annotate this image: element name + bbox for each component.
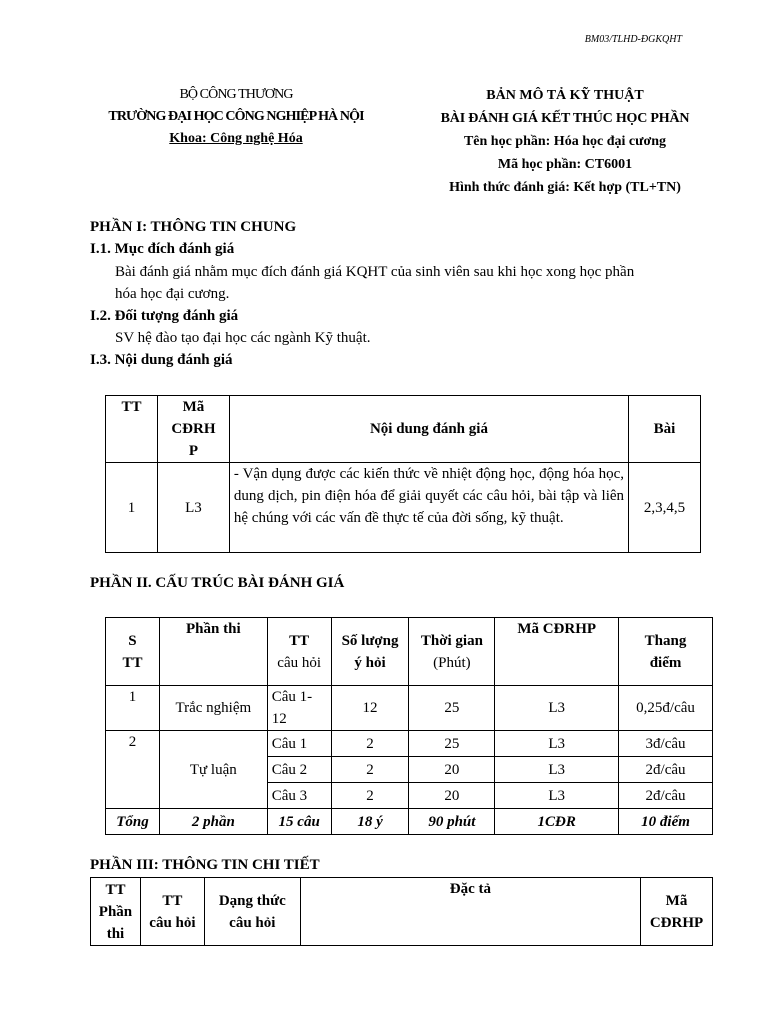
col-time-line2: (Phút) (433, 654, 471, 671)
detail-table (90, 877, 713, 946)
cell-question: Câu 1-12 (267, 686, 331, 731)
col-count-line2: ý hỏi (354, 654, 386, 671)
col-stt-line1: S (128, 632, 137, 649)
table-header-row (106, 618, 713, 686)
col-bai: Bài (629, 396, 701, 463)
col-scale-line1: Thang (644, 632, 687, 649)
col-stt (106, 618, 160, 686)
col-count (331, 618, 409, 686)
part2-title: PHẦN II. CẤU TRÚC BÀI ĐÁNH GIÁ (90, 575, 345, 591)
table-header-row (91, 878, 713, 946)
col-code-line1: Mã (182, 399, 205, 415)
table-row (106, 686, 713, 731)
col-part-line3: thi (106, 925, 125, 942)
col-form-line1: Dạng thức (218, 892, 286, 909)
part3-title: PHẦN III: THÔNG TIN CHI TIẾT (90, 857, 320, 873)
col-count-line1: Số lượng (341, 632, 399, 649)
cell-part: Trắc nghiệm (159, 686, 267, 731)
cell-total-code: 1CĐR (495, 809, 619, 835)
cell-code: L3 (495, 731, 619, 757)
col-form (204, 878, 300, 946)
cell-time: 20 (409, 783, 495, 809)
col-part (91, 878, 141, 946)
col-desc: Đặc tả (300, 878, 640, 946)
col-code-line3: P (188, 443, 198, 459)
col-time (409, 618, 495, 686)
cell-count: 2 (331, 783, 409, 809)
col-question-line1: TT (289, 632, 310, 649)
cell-stt: 1 (106, 686, 160, 731)
form-code: BM03/TLHD-ĐGKQHT (584, 34, 682, 45)
col-scale-line2: điểm (649, 654, 682, 671)
s1-title: I.1. Mục đích đánh giá (90, 241, 235, 257)
cell-total-part: 2 phần (159, 809, 267, 835)
col-time-line1: Thời gian (420, 632, 483, 649)
header-right (400, 84, 730, 199)
table-row (106, 731, 713, 757)
cell-total-count: 18 ý (331, 809, 409, 835)
col-form-line2: câu hỏi (229, 914, 276, 931)
course-code: Mã học phần: CT6001 (497, 157, 633, 172)
table-header-row (106, 396, 701, 463)
cell-scale: 0,25đ/câu (619, 686, 713, 731)
cell-code: L3 (495, 783, 619, 809)
col-question-line1: TT (162, 892, 183, 909)
university-name: TRƯỜNG ĐẠI HỌC CÔNG NGHIỆP HÀ NỘI (108, 109, 364, 124)
doc-subtitle: BÀI ĐÁNH GIÁ KẾT THÚC HỌC PHẦN (440, 111, 690, 126)
col-code (157, 396, 229, 463)
col-content: Nội dung đánh giá (229, 396, 628, 463)
cell-question: Câu 1 (267, 731, 331, 757)
col-code-line1: Mã (665, 892, 688, 909)
cell-content: - Vận dụng được các kiến thức về nhiệt động học, động hóa học, dung dịch, pin điện hóa để giải quyết các câu hỏi, bài tập và liên hệ chúng với các vấn đề thực tế của đời sống, kỹ thuật. (229, 463, 628, 553)
cell-code: L3 (157, 463, 229, 553)
structure-table (105, 617, 713, 835)
col-code: Mã CĐRHP (495, 618, 619, 686)
col-question (140, 878, 204, 946)
faculty-name: Khoa: Công nghệ Hóa (169, 131, 303, 146)
cell-total-label: Tổng (106, 809, 160, 835)
cell-count: 2 (331, 731, 409, 757)
col-code-line2: CĐRHP (649, 914, 704, 931)
cell-time: 20 (409, 757, 495, 783)
cell-question: Câu 3 (267, 783, 331, 809)
col-code-line2: CĐRH (171, 421, 216, 437)
cell-code: L3 (495, 686, 619, 731)
table-row (106, 463, 701, 553)
cell-scale: 2đ/câu (619, 757, 713, 783)
col-tt: TT (106, 396, 158, 463)
s2-title: I.2. Đối tượng đánh giá (90, 308, 239, 324)
col-part-line2: Phần (98, 903, 133, 920)
cell-bai: 2,3,4,5 (629, 463, 701, 553)
col-question-line2: câu hỏi (277, 654, 322, 671)
cell-total-scale: 10 điểm (619, 809, 713, 835)
content-table (105, 395, 701, 553)
ministry-name: BỘ CÔNG THƯƠNG (179, 87, 293, 102)
col-stt-line2: TT (122, 654, 143, 671)
col-question-line2: câu hỏi (149, 914, 196, 931)
doc-title: BẢN MÔ TẢ KỸ THUẬT (486, 88, 644, 103)
col-code (640, 878, 712, 946)
cell-total-question: 15 câu (267, 809, 331, 835)
cell-scale: 3đ/câu (619, 731, 713, 757)
cell-part: Tự luận (159, 731, 267, 809)
cell-scale: 2đ/câu (619, 783, 713, 809)
s3-title: I.3. Nội dung đánh giá (90, 352, 233, 368)
cell-time: 25 (409, 686, 495, 731)
s1-text-line2: hóa học đại cương. (115, 286, 230, 302)
cell-count: 12 (331, 686, 409, 731)
cell-tt: 1 (106, 463, 158, 553)
col-part-line1: TT (105, 881, 126, 898)
cell-total-time: 90 phút (409, 809, 495, 835)
cell-count: 2 (331, 757, 409, 783)
cell-question: Câu 2 (267, 757, 331, 783)
header-left (96, 84, 376, 150)
course-name: Tên học phần: Hóa học đại cương (463, 134, 667, 149)
col-part: Phần thi (159, 618, 267, 686)
assessment-form: Hình thức đánh giá: Kết hợp (TL+TN) (449, 180, 681, 195)
cell-code: L3 (495, 757, 619, 783)
col-scale (619, 618, 713, 686)
total-row (106, 809, 713, 835)
s2-text: SV hệ đào tạo đại học các ngành Kỹ thuật. (115, 330, 371, 346)
cell-time: 25 (409, 731, 495, 757)
col-question (267, 618, 331, 686)
s1-text-line1: Bài đánh giá nhằm mục đích đánh giá KQHT của sinh viên sau khi học xong học phần (115, 264, 635, 280)
part1-title: PHẦN I: THÔNG TIN CHUNG (90, 219, 297, 235)
cell-stt: 2 (106, 731, 160, 809)
